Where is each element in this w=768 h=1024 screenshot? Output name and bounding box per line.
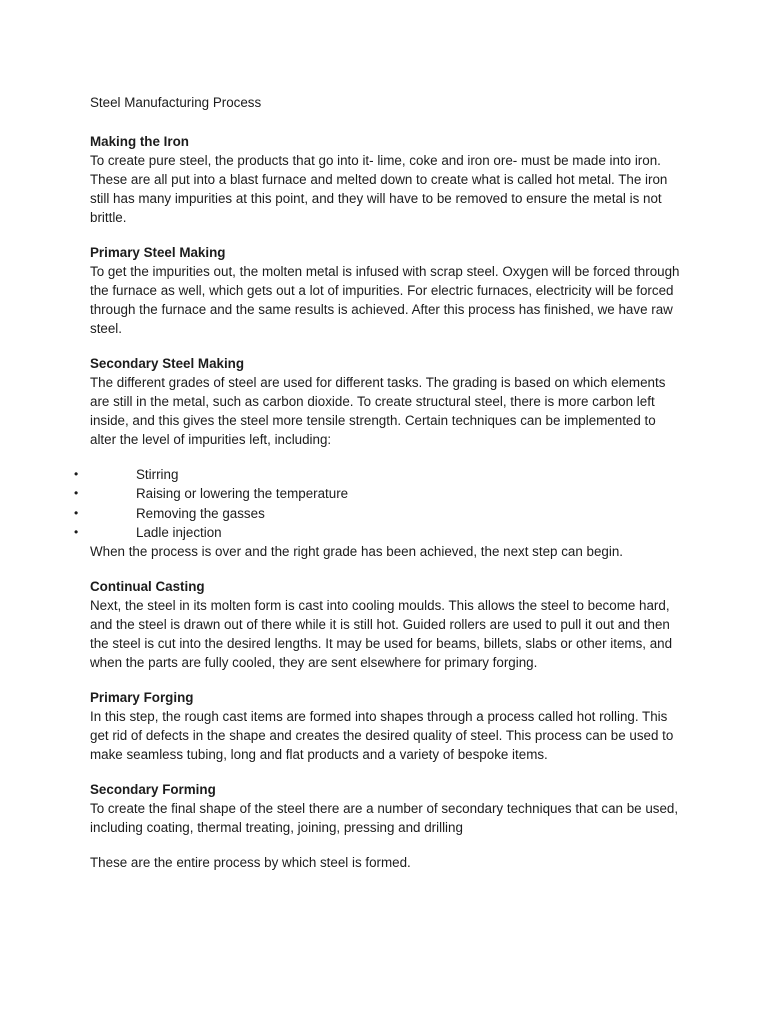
bullet-list-item — [74, 465, 680, 484]
bullet-dot-icon: • — [74, 524, 79, 539]
bullet-dot-icon: • — [74, 505, 79, 520]
bullet-text: Raising or lowering the temperature — [136, 486, 349, 502]
bullet-list — [74, 465, 680, 542]
section-secondary-forming — [90, 780, 680, 837]
section-paragraph-after-list: When the process is over and the right grade has been achieved, the next step can begin. — [90, 544, 623, 560]
closing-paragraph: These are the entire process by which steel is formed. — [90, 855, 411, 871]
section-heading: Primary Steel Making — [90, 245, 226, 260]
document-content — [74, 93, 680, 872]
bullet-dot-icon: • — [74, 486, 79, 501]
bullet-dot-icon: • — [74, 467, 79, 481]
section-continual-casting — [90, 577, 680, 672]
section-primary-steel-making — [90, 243, 680, 338]
section-heading: Primary Forging — [90, 690, 194, 706]
section-making-the-iron — [90, 132, 680, 227]
section-heading: Making the Iron — [90, 134, 189, 149]
bullet-text: Stirring — [136, 467, 179, 482]
section-paragraph: To get the impurities out, the molten metal is infused with scrap steel. Oxygen will be forced through the furnace as well, which gets out a lot of impurities. For electric furnaces, electricity will be forced through the furnace and the same results is achieved. After this process has finished, we have raw steel. — [90, 264, 680, 336]
bullet-list-item — [74, 484, 680, 503]
bullet-list-item — [74, 504, 680, 523]
section-primary-forging — [90, 688, 680, 764]
section-heading: Secondary Steel Making — [90, 356, 245, 371]
section-paragraph: To create pure steel, the products that go into it- lime, coke and iron ore- must be made into iron. These are all put into a blast furnace and melted down to create what is called hot metal. The iron still has many impurities at this point, and they will have to be removed to ensure the metal is not brittle. — [90, 153, 668, 225]
bullet-list-item — [74, 523, 680, 542]
section-secondary-steel-making — [74, 354, 680, 561]
section-paragraph: Next, the steel in its molten form is cast into cooling moulds. This allows the steel to become hard, and the steel is drawn out of there while it is still hot. Guided rollers are used to pull it out and then the steel is cut into the desired lengths. It may be used for beams, billets, slabs or other items, and when the parts are fully cooled, they are sent elsewhere for primary forging. — [90, 598, 673, 671]
section-paragraph: To create the final shape of the steel there are a number of secondary techniques that can be used, including coating, thermal treating, joining, pressing and drilling — [90, 801, 679, 836]
section-paragraph: In this step, the rough cast items are formed into shapes through a process called hot rolling. This get rid of defects in the shape and creates the desired quality of steel. This process can be used to make seamless tubing, long and flat products and a variety of bespoke items. — [90, 709, 674, 763]
section-heading: Secondary Forming — [90, 782, 216, 798]
bullet-text: Removing the gasses — [136, 505, 265, 521]
section-heading: Continual Casting — [90, 579, 205, 595]
section-paragraph: The different grades of steel are used for different tasks. The grading is based on which elements are still in the metal, such as carbon dioxide. To create structural steel, there is more carbon left inside, and this gives the steel more tensile strength. Certain techniques can be implemented to alter the level of impurities left, including: — [90, 375, 666, 447]
document-title: Steel Manufacturing Process — [90, 95, 262, 110]
bullet-text: Ladle injection — [136, 524, 222, 540]
